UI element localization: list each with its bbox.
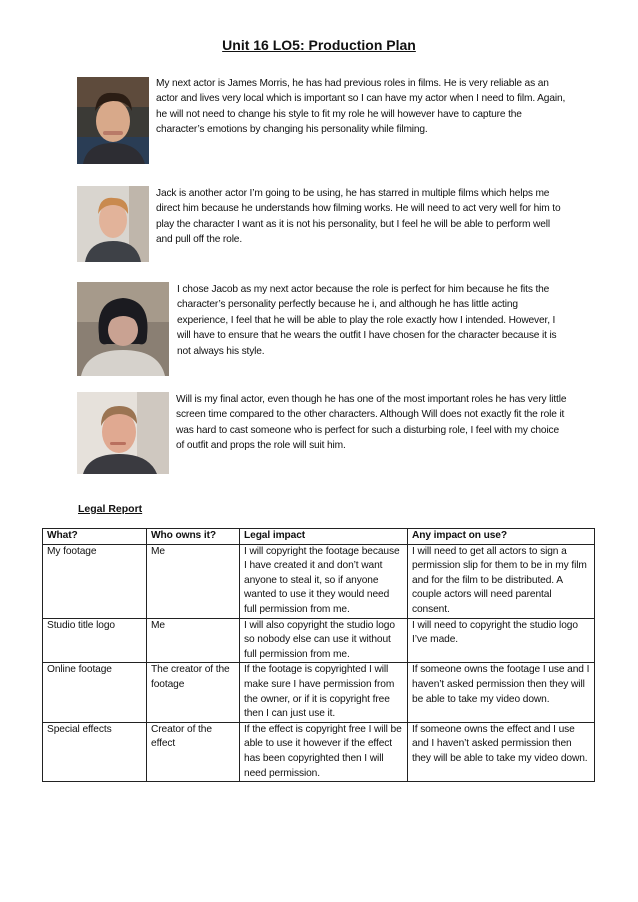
table-cell: If someone owns the footage I use and I haven’t asked permission then they will be able to take my video down.: [408, 663, 595, 722]
portrait-photo-icon: [77, 77, 149, 164]
table-row: [43, 544, 595, 618]
actor-photo-jack: [77, 186, 149, 262]
table-cell: I will need to get all actors to sign a permission slip for them to be in my film and for the film to be distributed. A couple actors will need parental consent.: [408, 544, 595, 618]
actor-description: My next actor is James Morris, he has had previous roles in films. He is very reliable as an actor and lives very local which is important so I can have my actor when I need to film. Again, he will not need to change his style to fit my role he will however have to capture the character’s emotions by changing his personality while filming.: [156, 78, 566, 136]
table-row: [43, 722, 595, 781]
actor-description: Will is my final actor, even though he has one of the most important roles he has very little screen time compared to the other characters. Although Will does not exactly fit the role it was hard to cast someone who is perfect for such a disturbing role, I feel with my choice of outfit and props the role will suit him.: [176, 394, 567, 452]
table-cell: If the footage is copyrighted I will make sure I have permission from the owner, or if it is copyright free then I can just use it.: [240, 663, 408, 722]
table-cell: My footage: [43, 544, 147, 618]
actor-photo-james: [77, 77, 149, 164]
portrait-photo-icon: [77, 282, 169, 376]
actor-description: I chose Jacob as my next actor because the role is perfect for him because he fits the character’s personality perfectly because he i, and although he has little acting experience, I feel that he will be able to play the role exactly how I intended. However, I will have to ensure that he wears the outfit I have chosen for the character because it is not always his style.: [177, 284, 557, 357]
table-cell: If someone owns the effect and I use and I haven’t asked permission then they will be able to take my video down.: [408, 722, 595, 781]
column-header: Who owns it?: [147, 529, 240, 545]
actor-description: Jack is another actor I’m going to be using, he has starred in multiple films which helps me direct him because he understands how filming works. He will need to act very well for him to play the character I want as it is not his personality, but I feel he will be able to perform well and pull off the role.: [156, 188, 561, 246]
column-header: Legal impact: [240, 529, 408, 545]
column-header: Any impact on use?: [408, 529, 595, 545]
table-row: [43, 663, 595, 722]
table-cell: If the effect is copyright free I will be able to use it however if the effect has been copyrighted then I will need permission.: [240, 722, 408, 781]
legal-report-table: [42, 528, 595, 782]
table-cell: Special effects: [43, 722, 147, 781]
table-cell: The creator of the footage: [147, 663, 240, 722]
table-cell: I will also copyright the studio logo so nobody else can use it without full permission from me.: [240, 618, 408, 663]
table-cell: I will need to copyright the studio logo I’ve made.: [408, 618, 595, 663]
portrait-photo-icon: [77, 186, 149, 262]
table-cell: Studio title logo: [43, 618, 147, 663]
table-row: [43, 618, 595, 663]
table-cell: Me: [147, 544, 240, 618]
table-cell: I will copyright the footage because I have created it and don’t want anyone to steal it, so if anyone wanted to use it they would need full permission from me.: [240, 544, 408, 618]
legal-report-heading: Legal Report: [78, 503, 143, 515]
actor-photo-jacob: [77, 282, 169, 376]
table-header-row: [43, 529, 595, 545]
table-cell: Online footage: [43, 663, 147, 722]
table-cell: Me: [147, 618, 240, 663]
portrait-photo-icon: [77, 392, 169, 474]
column-header: What?: [43, 529, 147, 545]
actor-photo-will: [77, 392, 169, 474]
page-title: Unit 16 LO5: Production Plan: [222, 37, 416, 53]
table-cell: Creator of the effect: [147, 722, 240, 781]
